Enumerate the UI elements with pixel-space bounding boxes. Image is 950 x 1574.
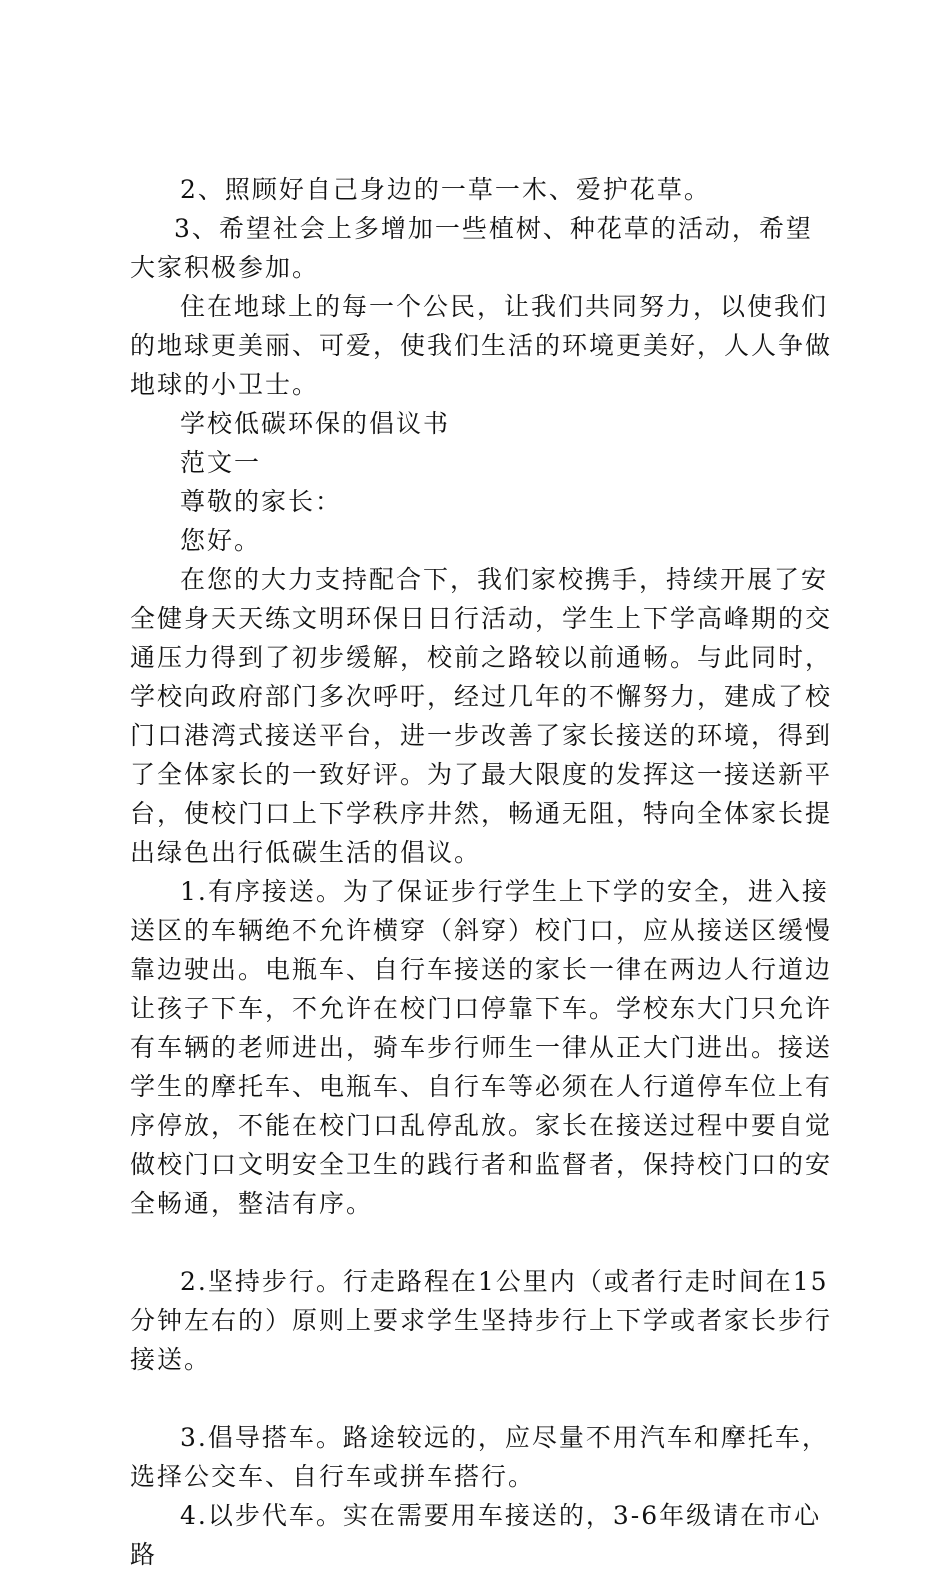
section-label: 范文一	[180, 448, 262, 477]
salutation: 尊敬的家长：	[180, 487, 343, 516]
paragraph-orderly-pickup: 1.有序接送。为了保证步行学生上下学的安全，进入接送区的车辆绝不允许横穿（斜穿）校门口，应从接送区缓慢靠边驶出。电瓶车、自行车接送的家长一律在两边人行道边让孩子下车，不允许在校门口停靠下车。学校东大门只允许有车辆的老师进出，骑车步行师生一律从正大门进出。接送学生的摩托车、电瓶车、自行车等必须在人行道停车位上有序停放，不能在校门口乱停乱放。家长在接送过程中要自觉做校门口文明安全卫生的践行者和监督者，保持校门口的安全畅通，整洁有序。	[130, 877, 833, 1218]
paragraph-earth-guardians: 住在地球上的每一个公民，让我们共同努力，以使我们的地球更美丽、可爱，使我们生活的环境更美好，人人争做地球的小卫士。	[130, 292, 833, 399]
paragraph-walking: 2.坚持步行。行走路程在1公里内（或者行走时间在15分钟左右的）原则上要求学生坚持步行上下学或者家长步行接送。	[130, 1267, 833, 1374]
paragraph-care-plants: 2、照顾好自己身边的一草一木、爱护花草。	[180, 175, 711, 204]
document-title: 学校低碳环保的倡议书	[180, 409, 451, 438]
document-body	[0, 170, 950, 1574]
paragraph-carpool: 3.倡导搭车。路途较远的，应尽量不用汽车和摩托车，选择公交车、自行车或拼车搭行。	[130, 1423, 829, 1491]
greeting: 您好。	[180, 526, 262, 555]
paragraph-gap	[0, 1223, 950, 1262]
paragraph-gap	[0, 1379, 950, 1418]
paragraph-walk-instead: 4.以步代车。实在需要用车接送的，3-6年级请在市心路	[130, 1501, 822, 1569]
paragraph-introduction: 在您的大力支持配合下，我们家校携手，持续开展了安全健身天天练文明环保日日行活动，学生上下学高峰期的交通压力得到了初步缓解，校前之路较以前通畅。与此同时，学校向政府部门多次呼吁，经过几年的不懈努力，建成了校门口港湾式接送平台，进一步改善了家长接送的环境，得到了全体家长的一致好评。为了最大限度的发挥这一接送新平台，使校门口上下学秩序井然，畅通无阻，特向全体家长提出绿色出行低碳生活的倡议。	[130, 565, 833, 867]
paragraph-planting-activities: 3、希望社会上多增加一些植树、种花草的活动，希望大家积极参加。	[130, 214, 813, 282]
